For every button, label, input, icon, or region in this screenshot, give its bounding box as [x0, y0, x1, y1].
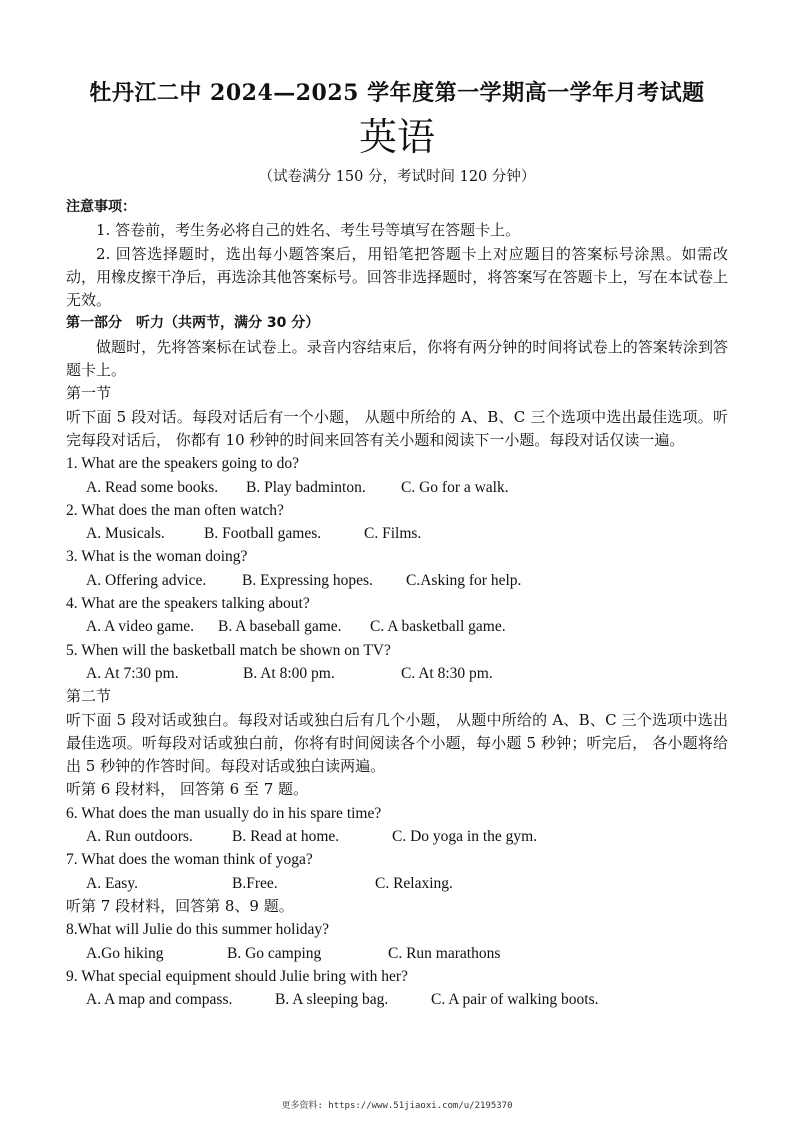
option-c: C. Run marathons: [388, 944, 501, 962]
question-stem: 4. What are the speakers talking about?: [66, 595, 310, 613]
exam-page: [66, 78, 728, 1011]
question-block: [66, 592, 728, 639]
question-stem: 1. What are the speakers going to do?: [66, 455, 299, 473]
option-b: B. Expressing hopes.: [242, 571, 373, 589]
question-block: [66, 848, 728, 895]
material-6-instruction: 听第 6 段材料， 回答第 6 至 7 题。: [66, 780, 309, 799]
option-c: C. At 8:30 pm.: [401, 664, 493, 682]
notice-heading: 注意事项：: [66, 199, 136, 215]
question-stem: 3. What is the woman doing?: [66, 548, 248, 566]
question-options: [66, 825, 728, 848]
option-b: B. Play badminton.: [246, 478, 366, 496]
question-block: [66, 965, 728, 1012]
option-b: B. Go camping: [227, 944, 322, 962]
option-b: B. Football games.: [204, 525, 322, 543]
section1-instructions: 听下面 5 段对话。每段对话后有一个小题， 从题中所给的 A、B、C 三个选项中选出最佳选项。听完每段对话后， 你都有 10 秒钟的时间来回答有关小题和阅读下一小题。每段对话仅读一遍。: [66, 407, 728, 449]
option-a: A.Go hiking: [86, 944, 164, 962]
section2-instructions: 听下面 5 段对话或独白。每段对话或独白后有几个小题， 从题中所给的 A、B、C 三个选项中选出最佳选项。听每段对话或独白前，你将有时间阅读各个小题，每小题 5 秒钟；听完后， 各小题将给出 5 秒钟的作答时间。每段对话或独白读两遍。: [66, 710, 728, 776]
footer-link[interactable]: 更多资料: https://www.51jiaoxi.com/u/2195370: [281, 1101, 513, 1111]
question-block: [66, 918, 728, 965]
option-c: C. Films.: [364, 525, 422, 543]
option-a: A. A video game.: [86, 618, 195, 636]
question-stem: 6. What does the man usually do in his spare time?: [66, 804, 382, 822]
option-a: A. At 7:30 pm.: [86, 664, 179, 682]
question-block: [66, 545, 728, 592]
option-c: C. A basketball game.: [370, 618, 506, 636]
question-options: [66, 615, 728, 638]
option-a: A. Run outdoors.: [86, 828, 193, 846]
option-c: C. Relaxing.: [375, 874, 453, 892]
option-c: C.Asking for help.: [406, 571, 522, 589]
option-b: B. At 8:00 pm.: [243, 664, 335, 682]
material-7-instruction: 听第 7 段材料，回答第 8、9 题。: [66, 896, 294, 915]
notice-item-2: 2. 回答选择题时，选出每小题答案后，用铅笔把答题卡上对应题目的答案标号涂黑。如需改动，用橡皮擦干净后，再选涂其他答案标号。回答非选择题时，将答案写在答题卡上，写在本试卷上无效。: [66, 244, 728, 310]
option-b: B. Read at home.: [232, 828, 340, 846]
option-c: C. Do yoga in the gym.: [392, 828, 538, 846]
option-b: B. A baseball game.: [218, 618, 342, 636]
part1-heading: 第一部分 听力（共两节，满分 30 分）: [66, 315, 320, 332]
option-a: A. Easy.: [86, 874, 138, 892]
question-block: [66, 639, 728, 686]
question-options: [66, 522, 728, 545]
question-block: [66, 802, 728, 849]
question-options: [66, 942, 728, 965]
section1-heading: 第一节: [66, 384, 112, 403]
question-block: [66, 499, 728, 546]
part1-intro: 做题时，先将答案标在试卷上。录音内容结束后，你将有两分钟的时间将试卷上的答案转涂到答题卡上。: [66, 337, 728, 380]
option-b: B. A sleeping bag.: [275, 991, 389, 1009]
question-options: [66, 569, 728, 592]
question-stem: 8.What will Julie do this summer holiday?: [66, 921, 330, 939]
option-a: A. Read some books.: [86, 478, 219, 496]
option-a: A. Musicals.: [86, 525, 165, 543]
question-options: [66, 662, 728, 685]
question-block: [66, 452, 728, 499]
question-stem: 7. What does the woman think of yoga?: [66, 851, 313, 869]
question-options: [66, 872, 728, 895]
option-a: A. A map and compass.: [86, 991, 233, 1009]
question-options: [66, 988, 728, 1011]
exam-meta: （试卷满分 150 分，考试时间 120 分钟）: [258, 169, 536, 185]
exam-title: 牡丹江二中 2024—2025 学年度第一学期高一学年月考试题: [89, 80, 705, 106]
question-options: [66, 476, 728, 499]
option-a: A. Offering advice.: [86, 571, 207, 589]
option-c: C. Go for a walk.: [401, 478, 509, 496]
question-stem: 9. What special equipment should Julie bring with her?: [66, 967, 408, 985]
notice-item-1: 1. 答卷前，考生务必将自己的姓名、考生号等填写在答题卡上。: [96, 221, 521, 240]
question-stem: 2. What does the man often watch?: [66, 501, 284, 519]
option-c: C. A pair of walking boots.: [431, 991, 599, 1009]
section2-heading: 第二节: [66, 687, 112, 706]
subject-title: 英语: [358, 115, 435, 159]
option-b: B.Free.: [232, 874, 278, 892]
question-stem: 5. When will the basketball match be shown on TV?: [66, 641, 391, 659]
